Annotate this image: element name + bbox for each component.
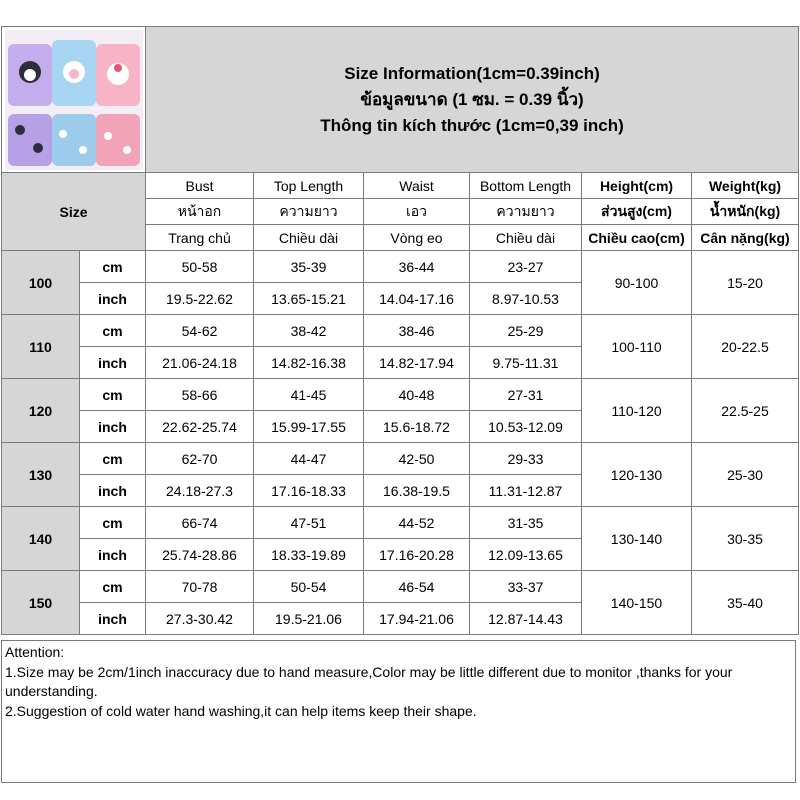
cell-bust-cm: 50-58 (146, 251, 254, 283)
cell-waist-cm: 46-54 (364, 571, 470, 603)
cell-bottom-length-cm: 31-35 (470, 507, 582, 539)
col-top-length-vi: Chiều dài (254, 225, 364, 251)
cell-bottom-length-cm: 25-29 (470, 315, 582, 347)
col-waist-th: เอว (364, 199, 470, 225)
cell-bottom-length-inch: 12.87-14.43 (470, 603, 582, 635)
col-top-length-en: Top Length (254, 173, 364, 199)
unit-inch: inch (80, 539, 146, 571)
cell-bust-inch: 27.3-30.42 (146, 603, 254, 635)
cell-bottom-length-inch: 9.75-11.31 (470, 347, 582, 379)
cell-height: 120-130 (582, 443, 692, 507)
unit-cm: cm (80, 571, 146, 603)
col-top-length-th: ความยาว (254, 199, 364, 225)
col-bottom-length-th: ความยาว (470, 199, 582, 225)
cell-height: 140-150 (582, 571, 692, 635)
col-bust-vi: Trang chủ (146, 225, 254, 251)
cell-top-length-cm: 47-51 (254, 507, 364, 539)
cell-bust-cm: 58-66 (146, 379, 254, 411)
size-110: 110 (2, 315, 80, 379)
unit-cm: cm (80, 379, 146, 411)
cell-bust-inch: 24.18-27.3 (146, 475, 254, 507)
unit-inch: inch (80, 475, 146, 507)
cell-bust-inch: 19.5-22.62 (146, 283, 254, 315)
unit-cm: cm (80, 315, 146, 347)
cell-bust-inch: 22.62-25.74 (146, 411, 254, 443)
attention-notes (1, 640, 796, 783)
cell-bottom-length-cm: 29-33 (470, 443, 582, 475)
cell-weight: 25-30 (692, 443, 799, 507)
title-cell (146, 27, 799, 173)
cell-waist-cm: 44-52 (364, 507, 470, 539)
cell-bust-inch: 25.74-28.86 (146, 539, 254, 571)
cell-top-length-inch: 19.5-21.06 (254, 603, 364, 635)
cell-waist-cm: 42-50 (364, 443, 470, 475)
title-en: Size Information(1cm=0.39inch) (344, 63, 600, 83)
cell-weight: 15-20 (692, 251, 799, 315)
attention-note-1-cont: understanding. (5, 683, 98, 699)
product-photo-cell (2, 27, 146, 173)
size-table (1, 26, 799, 635)
unit-inch: inch (80, 603, 146, 635)
title-th: ข้อมูลขนาด (1 ซม. = 0.39 นิ้ว) (360, 89, 584, 109)
attention-heading: Attention: (5, 644, 65, 660)
col-weight-vi: Cân nặng(kg) (692, 225, 799, 251)
cell-bottom-length-inch: 8.97-10.53 (470, 283, 582, 315)
cell-waist-inch: 14.82-17.94 (364, 347, 470, 379)
size-130: 130 (2, 443, 80, 507)
cell-waist-inch: 17.16-20.28 (364, 539, 470, 571)
col-bust-th: หน้าอก (146, 199, 254, 225)
cell-bust-cm: 70-78 (146, 571, 254, 603)
col-waist-en: Waist (364, 173, 470, 199)
unit-cm: cm (80, 443, 146, 475)
cell-waist-inch: 15.6-18.72 (364, 411, 470, 443)
cell-waist-cm: 36-44 (364, 251, 470, 283)
cell-top-length-cm: 35-39 (254, 251, 364, 283)
cell-bust-cm: 62-70 (146, 443, 254, 475)
col-waist-vi: Vòng eo (364, 225, 470, 251)
attention-note-2: 2.Suggestion of cold water hand washing,it can help items keep their shape. (5, 702, 477, 719)
cell-waist-inch: 14.04-17.16 (364, 283, 470, 315)
cell-height: 100-110 (582, 315, 692, 379)
cell-height: 90-100 (582, 251, 692, 315)
cell-bottom-length-cm: 23-27 (470, 251, 582, 283)
size-140: 140 (2, 507, 80, 571)
cell-weight: 30-35 (692, 507, 799, 571)
cell-waist-cm: 38-46 (364, 315, 470, 347)
unit-inch: inch (80, 283, 146, 315)
attention-note-1: 1.Size may be 2cm/1inch inaccuracy due to hand measure,Color may be little different due to monitor ,thanks for your (5, 663, 733, 680)
cell-bottom-length-cm: 33-37 (470, 571, 582, 603)
cell-bottom-length-inch: 10.53-12.09 (470, 411, 582, 443)
col-height-th: ส่วนสูง(cm) (582, 199, 692, 225)
size-header: Size (2, 173, 146, 251)
cell-top-length-inch: 13.65-15.21 (254, 283, 364, 315)
cell-weight: 35-40 (692, 571, 799, 635)
cell-bottom-length-cm: 27-31 (470, 379, 582, 411)
cell-top-length-inch: 18.33-19.89 (254, 539, 364, 571)
product-photo (5, 30, 143, 170)
cell-bust-cm: 54-62 (146, 315, 254, 347)
unit-cm: cm (80, 251, 146, 283)
cell-weight: 20-22.5 (692, 315, 799, 379)
size-120: 120 (2, 379, 80, 443)
cell-top-length-cm: 50-54 (254, 571, 364, 603)
cell-top-length-inch: 15.99-17.55 (254, 411, 364, 443)
unit-inch: inch (80, 347, 146, 379)
cell-top-length-cm: 41-45 (254, 379, 364, 411)
cell-bust-inch: 21.06-24.18 (146, 347, 254, 379)
cell-waist-inch: 16.38-19.5 (364, 475, 470, 507)
size-100: 100 (2, 251, 80, 315)
unit-cm: cm (80, 507, 146, 539)
cell-bottom-length-inch: 11.31-12.87 (470, 475, 582, 507)
col-bottom-length-vi: Chiều dài (470, 225, 582, 251)
title-vi: Thông tin kích thước (1cm=0,39 inch) (320, 115, 624, 135)
cell-bottom-length-inch: 12.09-13.65 (470, 539, 582, 571)
cell-top-length-inch: 14.82-16.38 (254, 347, 364, 379)
cell-height: 110-120 (582, 379, 692, 443)
cell-waist-inch: 17.94-21.06 (364, 603, 470, 635)
cell-weight: 22.5-25 (692, 379, 799, 443)
unit-inch: inch (80, 411, 146, 443)
cell-top-length-cm: 44-47 (254, 443, 364, 475)
cell-waist-cm: 40-48 (364, 379, 470, 411)
col-height-en: Height(cm) (582, 173, 692, 199)
col-bust-en: Bust (146, 173, 254, 199)
col-bottom-length-en: Bottom Length (470, 173, 582, 199)
cell-bust-cm: 66-74 (146, 507, 254, 539)
size-150: 150 (2, 571, 80, 635)
col-height-vi: Chiều cao(cm) (582, 225, 692, 251)
col-weight-th: น้ำหนัก(kg) (692, 199, 799, 225)
cell-top-length-cm: 38-42 (254, 315, 364, 347)
cell-height: 130-140 (582, 507, 692, 571)
col-weight-en: Weight(kg) (692, 173, 799, 199)
cell-top-length-inch: 17.16-18.33 (254, 475, 364, 507)
